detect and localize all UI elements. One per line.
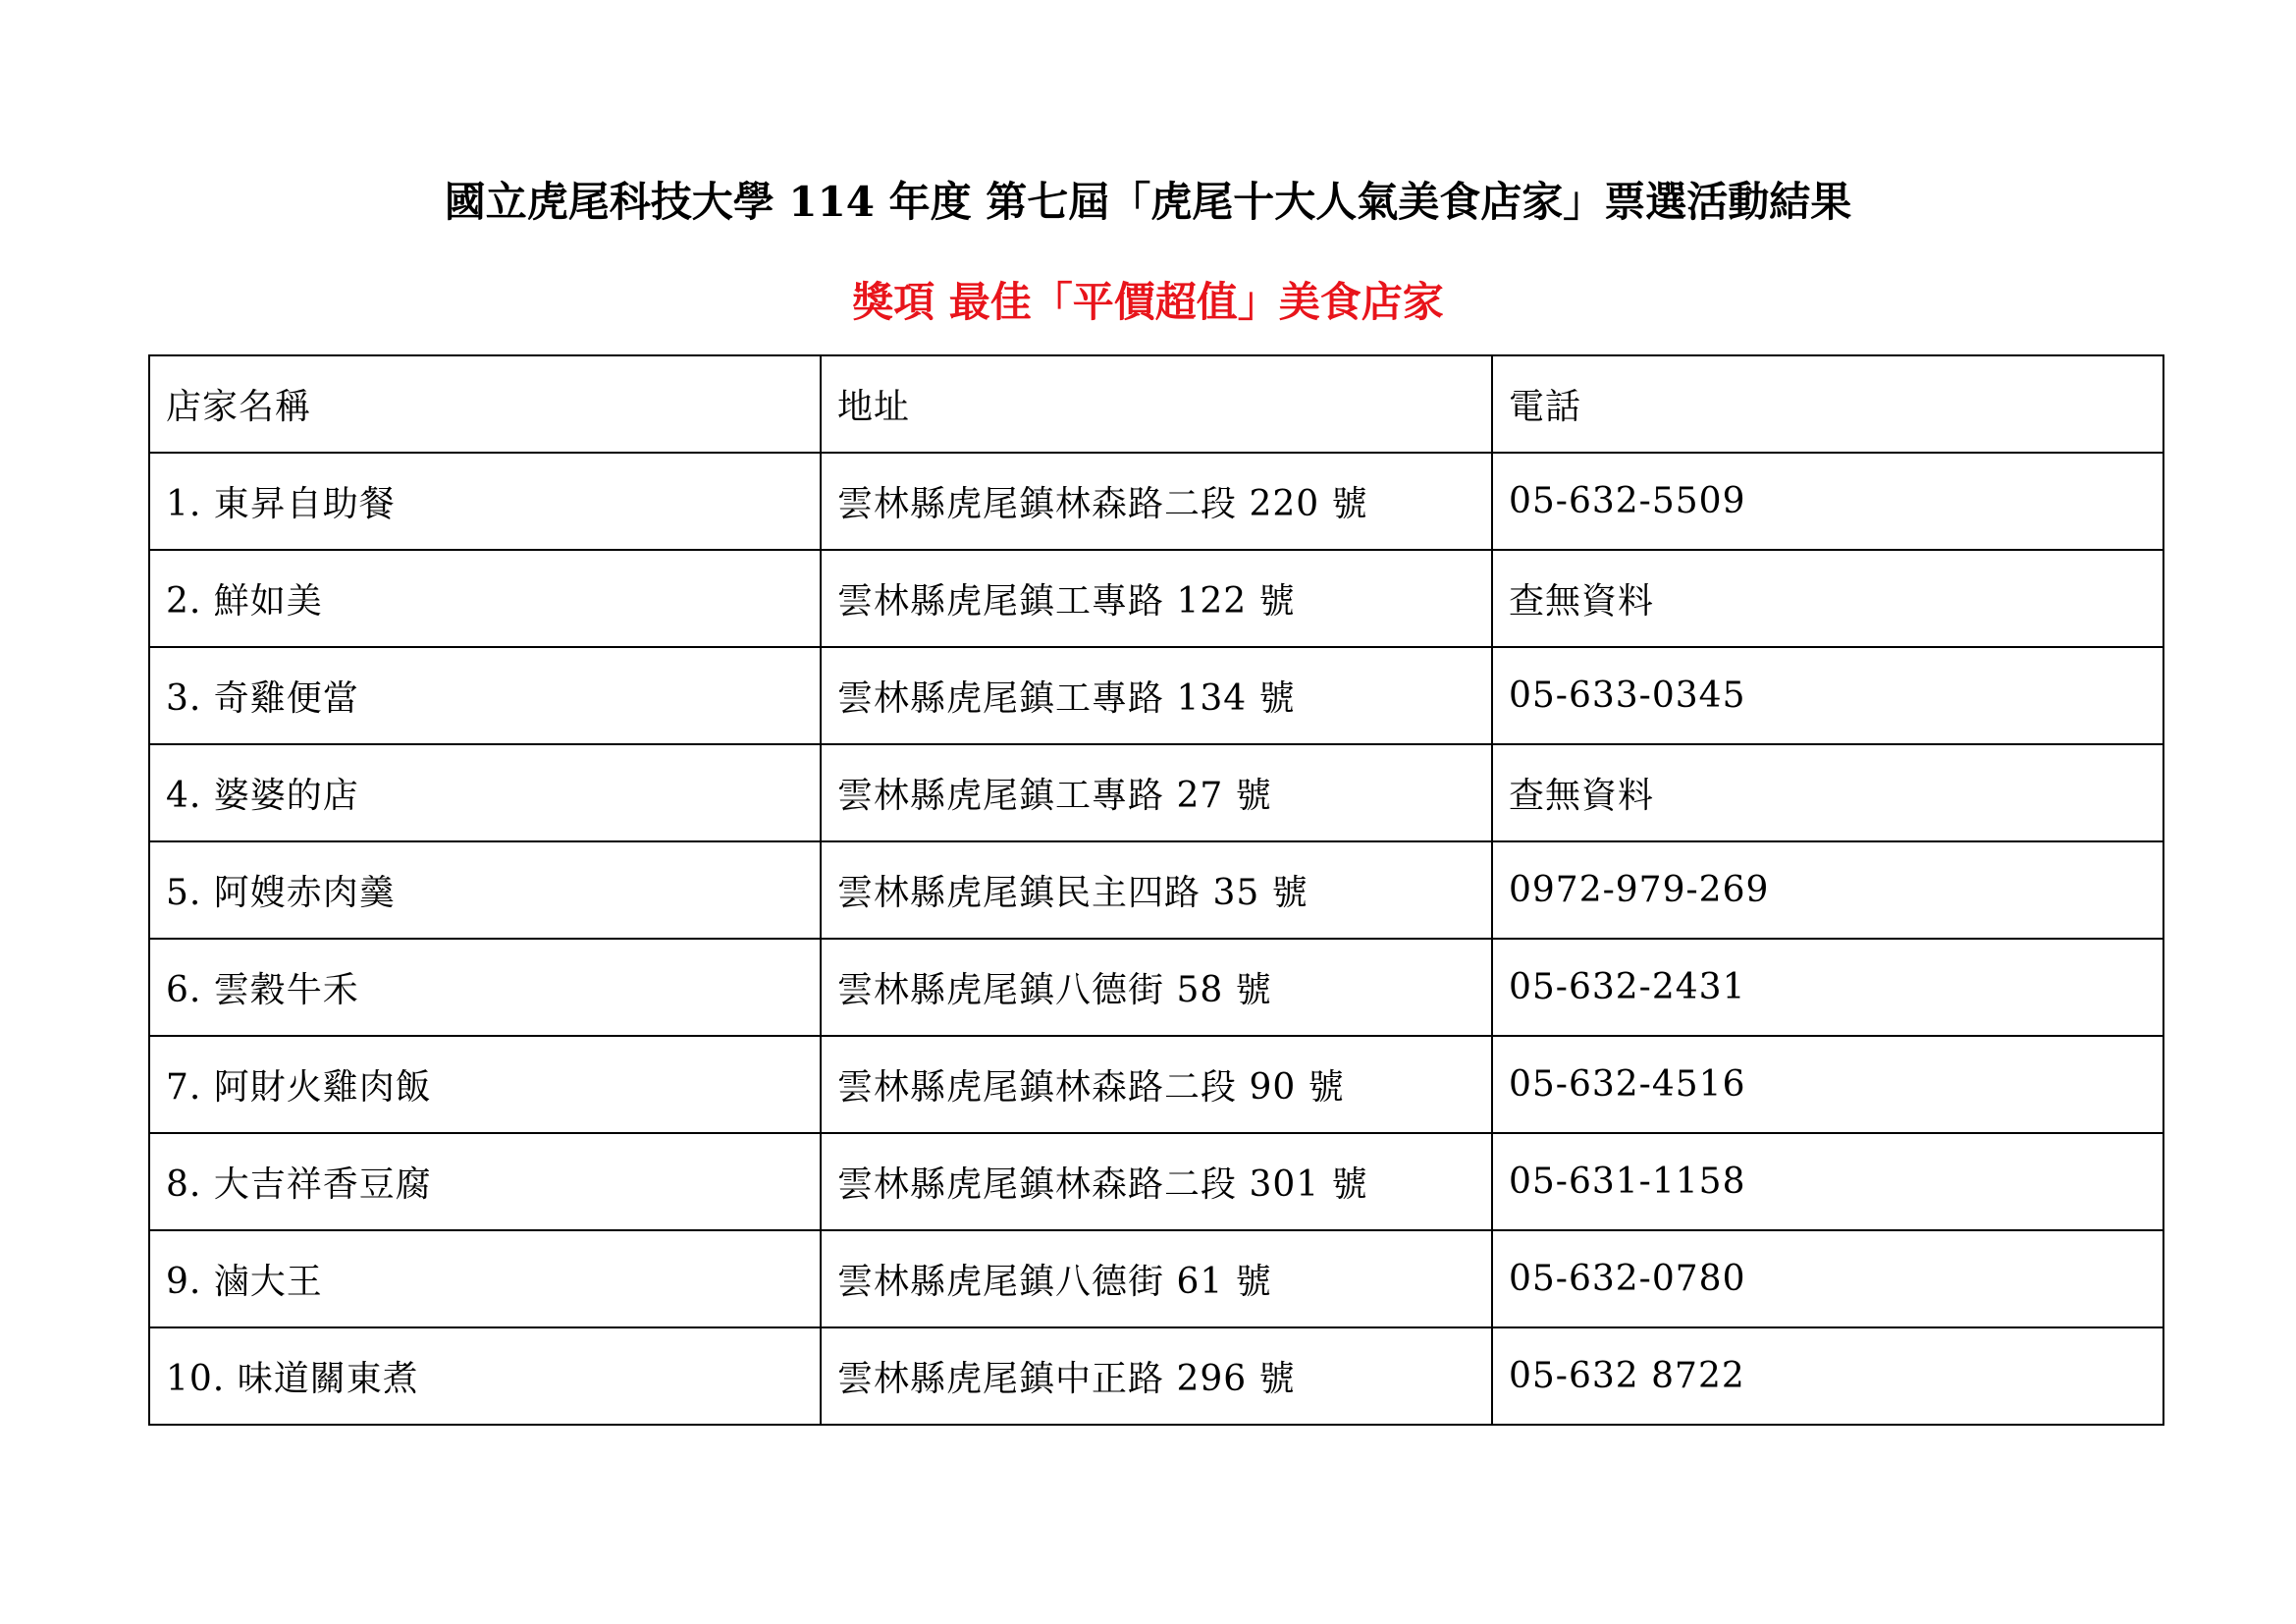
store-name-cell: 10. 味道關東煮 <box>149 1327 821 1425</box>
phone-cell: 05-632-5509 <box>1492 453 2163 550</box>
store-name-cell: 2. 鮮如美 <box>149 550 821 647</box>
store-name-cell: 5. 阿嫂赤肉羹 <box>149 841 821 939</box>
phone-cell: 05-632 8722 <box>1492 1327 2163 1425</box>
address-cell: 雲林縣虎尾鎮林森路二段 90 號 <box>821 1036 1492 1133</box>
store-name-cell: 3. 奇雞便當 <box>149 647 821 744</box>
page-title: 國立虎尾科技大學 114 年度 第七屆「虎尾十大人氣美食店家」票選活動結果 <box>444 178 1852 226</box>
address-cell: 雲林縣虎尾鎮林森路二段 220 號 <box>821 453 1492 550</box>
phone-cell: 05-632-0780 <box>1492 1230 2163 1327</box>
phone-cell: 查無資料 <box>1492 550 2163 647</box>
address-cell: 雲林縣虎尾鎮八德街 61 號 <box>821 1230 1492 1327</box>
store-name-cell: 9. 滷大王 <box>149 1230 821 1327</box>
table-row <box>149 1036 2163 1133</box>
results-table <box>148 354 2164 1426</box>
phone-cell: 查無資料 <box>1492 744 2163 841</box>
phone-cell: 05-632-4516 <box>1492 1036 2163 1133</box>
phone-cell: 05-633-0345 <box>1492 647 2163 744</box>
award-title: 獎項 最佳「平價超值」美食店家 <box>852 278 1444 326</box>
table-row <box>149 1133 2163 1230</box>
phone-cell: 05-632-2431 <box>1492 939 2163 1036</box>
store-name-cell: 4. 婆婆的店 <box>149 744 821 841</box>
phone-cell: 0972-979-269 <box>1492 841 2163 939</box>
address-cell: 雲林縣虎尾鎮中正路 296 號 <box>821 1327 1492 1425</box>
phone-cell: 05-631-1158 <box>1492 1133 2163 1230</box>
address-cell: 雲林縣虎尾鎮民主四路 35 號 <box>821 841 1492 939</box>
address-cell: 雲林縣虎尾鎮林森路二段 301 號 <box>821 1133 1492 1230</box>
header-store-name: 店家名稱 <box>149 355 821 453</box>
store-name-cell: 6. 雲穀牛禾 <box>149 939 821 1036</box>
table-row <box>149 453 2163 550</box>
table-row <box>149 647 2163 744</box>
header-phone: 電話 <box>1492 355 2163 453</box>
store-name-cell: 8. 大吉祥香豆腐 <box>149 1133 821 1230</box>
table-row <box>149 1327 2163 1425</box>
table-row <box>149 939 2163 1036</box>
table-row <box>149 550 2163 647</box>
address-cell: 雲林縣虎尾鎮八德街 58 號 <box>821 939 1492 1036</box>
table-row <box>149 841 2163 939</box>
store-name-cell: 7. 阿財火雞肉飯 <box>149 1036 821 1133</box>
table-row <box>149 1230 2163 1327</box>
table-header-row <box>149 355 2163 453</box>
table-row <box>149 744 2163 841</box>
address-cell: 雲林縣虎尾鎮工專路 134 號 <box>821 647 1492 744</box>
header-address: 地址 <box>821 355 1492 453</box>
address-cell: 雲林縣虎尾鎮工專路 27 號 <box>821 744 1492 841</box>
store-name-cell: 1. 東昇自助餐 <box>149 453 821 550</box>
address-cell: 雲林縣虎尾鎮工專路 122 號 <box>821 550 1492 647</box>
